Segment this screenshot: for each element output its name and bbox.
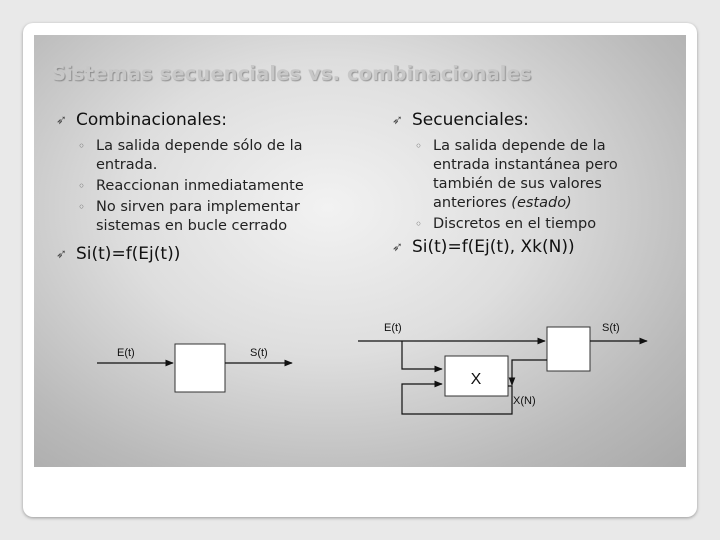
left-item-3: ◦ No sirven para implementar sistemas en bucle cerrado [78, 199, 300, 234]
state-label: X(N) [513, 395, 536, 407]
seq-input-branch [402, 341, 442, 369]
bullet-icon: ➶ [392, 113, 403, 128]
circle-bullet-icon: ◦ [78, 200, 86, 214]
bullet-icon: ➶ [392, 240, 403, 255]
right-formula: Si(t)=f(Ej(t), Xk(N)) [412, 237, 575, 257]
state-block-label: X [470, 371, 482, 388]
left-item-2: ◦ Reaccionan inmediatamente [78, 178, 304, 194]
right-item-2: ◦ Discretos en el tiempo [415, 216, 597, 232]
circle-bullet-icon: ◦ [415, 217, 423, 231]
seq-input-label: E(t) [384, 322, 402, 334]
bullet-icon: ➶ [56, 113, 67, 128]
comb-block [175, 344, 225, 392]
comb-output-label: S(t) [250, 347, 268, 359]
slide-title: Sistemas secuenciales vs. combinacionales [52, 62, 532, 85]
seq-block [547, 327, 590, 371]
left-item-1: ◦ La salida depende sólo de la entrada. [78, 138, 303, 173]
right-item-1: ◦ La salida depende de la entrada instantánea pero también de sus valores anteriores (estado) [415, 138, 618, 211]
circle-bullet-icon: ◦ [415, 139, 423, 153]
left-formula: Si(t)=f(Ej(t)) [76, 244, 181, 264]
state-emphasis: (estado) [511, 195, 572, 211]
sequential-diagram [358, 322, 647, 414]
state-to-output-arrow [512, 360, 547, 385]
comb-input-label: E(t) [117, 347, 135, 359]
bullet-icon: ➶ [56, 247, 67, 262]
combinational-diagram [97, 344, 292, 392]
right-heading: Secuenciales: [412, 110, 529, 130]
circle-bullet-icon: ◦ [78, 179, 86, 193]
seq-output-label: S(t) [602, 322, 620, 334]
left-heading: Combinacionales: [76, 110, 227, 130]
circle-bullet-icon: ◦ [78, 139, 86, 153]
